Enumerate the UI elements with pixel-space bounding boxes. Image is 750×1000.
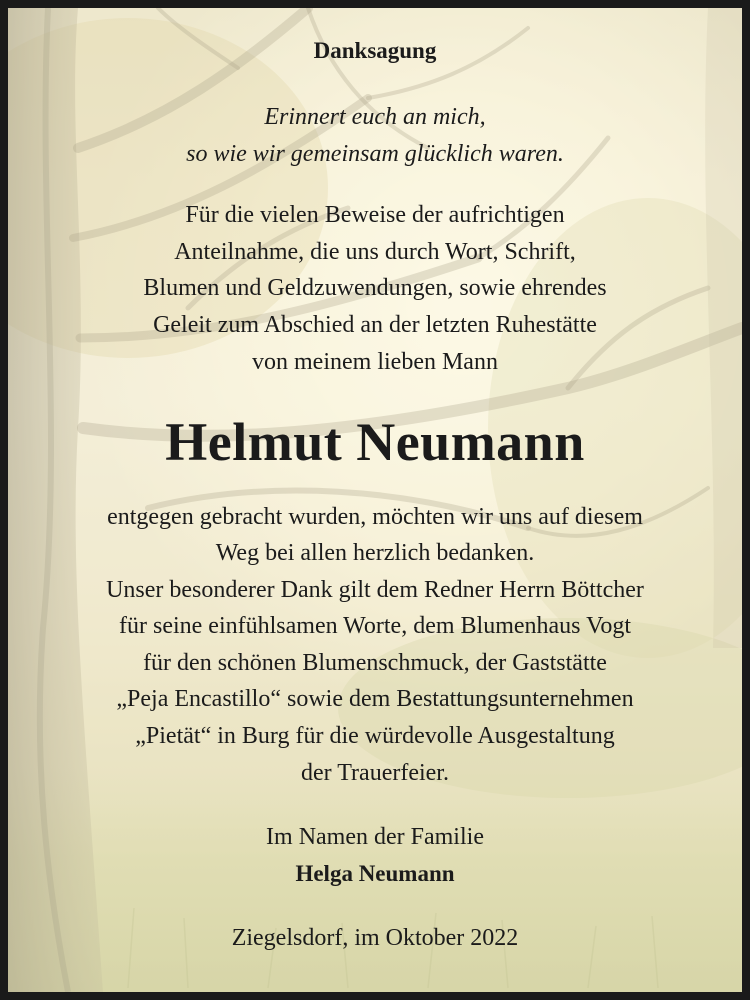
heading: Danksagung xyxy=(313,38,437,63)
intro-line: Blumen und Geldzuwendungen, sowie ehrendes xyxy=(143,275,607,301)
body-line: für seine einfühlsamen Worte, dem Blumenhaus Vogt xyxy=(119,613,631,639)
body-line: der Trauerfeier. xyxy=(301,760,449,786)
motto-line: Erinnert euch an mich, xyxy=(264,104,486,130)
place-and-date: Ziegelsdorf, im Oktober 2022 xyxy=(231,925,519,951)
intro-line: Geleit zum Abschied an der letzten Ruhestätte xyxy=(153,312,597,338)
intro-line: Anteilnahme, die uns durch Wort, Schrift, xyxy=(174,239,576,265)
intro-line: Für die vielen Beweise der aufrichtigen xyxy=(185,202,565,228)
body-line: „Peja Encastillo“ sowie dem Bestattungsunternehmen xyxy=(116,686,634,712)
body-line: für den schönen Blumenschmuck, der Gaststätte xyxy=(143,650,607,676)
body-line: Weg bei allen herzlich bedanken. xyxy=(215,540,535,566)
notice-text xyxy=(8,8,742,992)
closing-line: Im Namen der Familie xyxy=(266,824,484,850)
body-line: Unser besonderer Dank gilt dem Redner Herrn Böttcher xyxy=(106,577,644,603)
motto-line: so wie wir gemeinsam glücklich waren. xyxy=(186,141,564,167)
deceased-name: Helmut Neumann xyxy=(165,412,585,472)
signer-name: Helga Neumann xyxy=(295,861,455,886)
body-line: „Pietät“ in Burg für die würdevolle Ausgestaltung xyxy=(135,723,615,749)
body-line: entgegen gebracht wurden, möchten wir uns auf diesem xyxy=(107,504,643,530)
intro-line: von meinem lieben Mann xyxy=(252,349,498,375)
